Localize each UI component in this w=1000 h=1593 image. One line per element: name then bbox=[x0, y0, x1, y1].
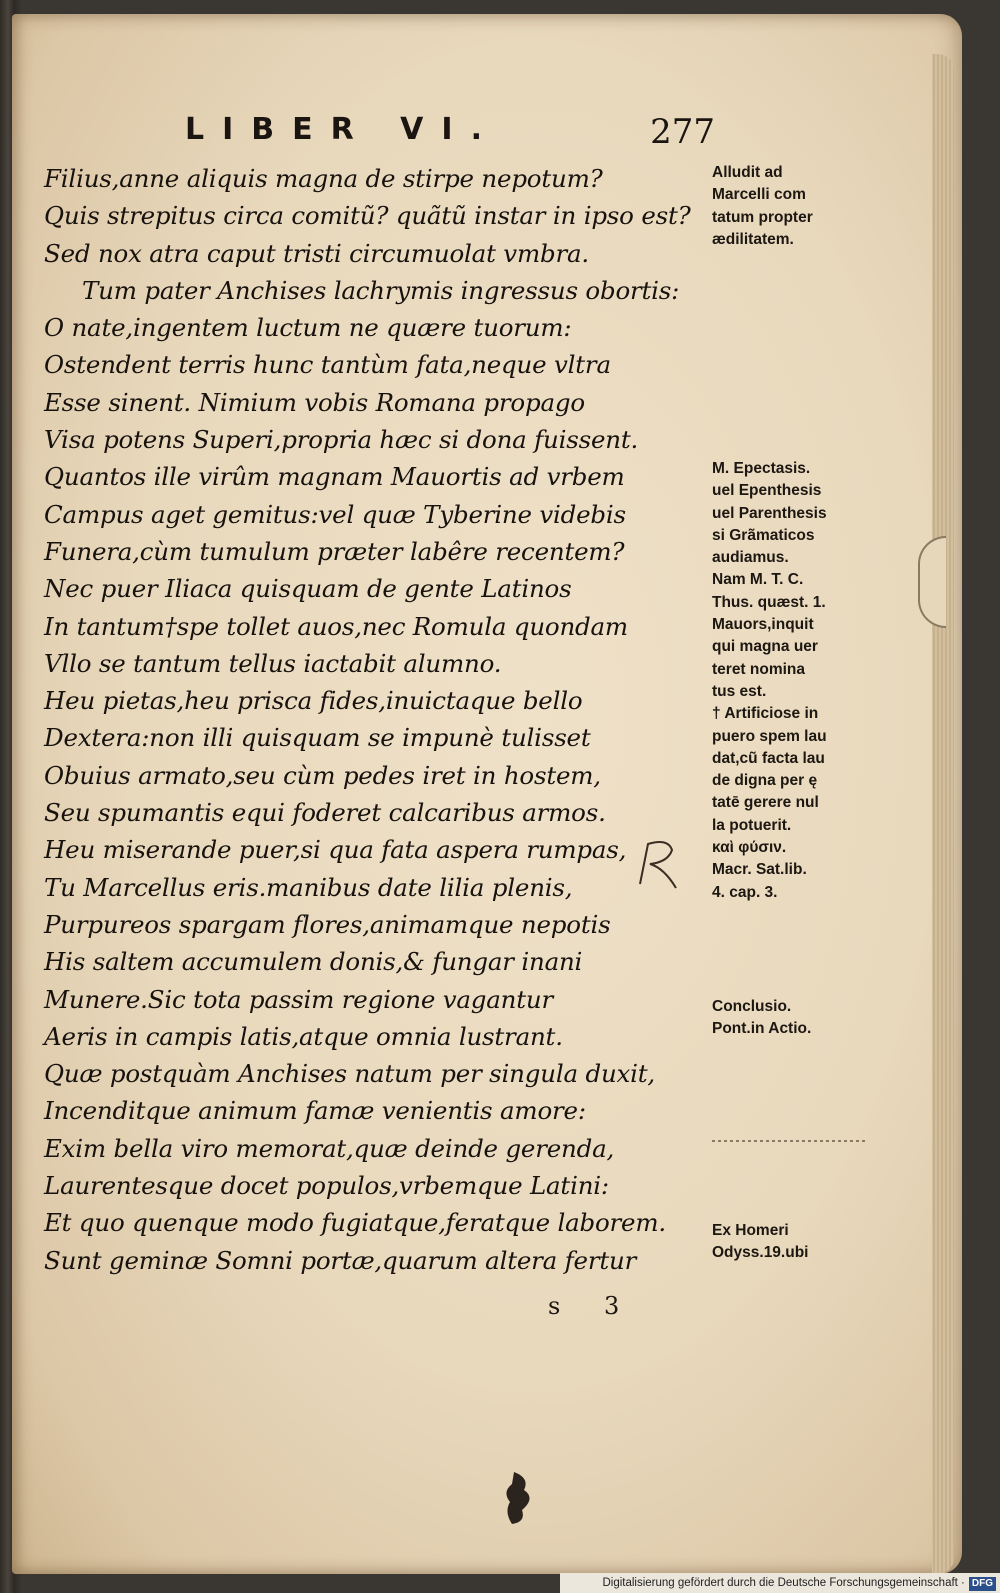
printer-signature: s 3 bbox=[548, 1292, 638, 1320]
margin-note-alludit bbox=[712, 162, 882, 251]
verse-line: Campus aget gemitus:vel quæ Tyberine videbis bbox=[44, 499, 626, 529]
note-line: † Artificiose in bbox=[712, 705, 819, 723]
note-line: Nam M. T. C. bbox=[712, 571, 804, 589]
note-line: qui magna uer bbox=[712, 638, 818, 656]
note-line: tus est. bbox=[712, 682, 767, 700]
verse-line: Exim bella viro memorat,quæ deinde gerenda, bbox=[44, 1133, 615, 1163]
note-line: Odyss.19.ubi bbox=[712, 1244, 809, 1262]
note-line: Mauors,inquit bbox=[712, 616, 814, 634]
note-line: de digna per ę bbox=[712, 772, 818, 790]
note-line: M. Epectasis. bbox=[712, 460, 811, 477]
verse-line: In tantum†spe tollet auos,nec Romula quondam bbox=[44, 611, 628, 641]
margin-note-homeri bbox=[712, 1220, 882, 1265]
verse-line: Ostendent terris hunc tantùm fata,neque vltra bbox=[44, 350, 611, 380]
verse-line: Incenditque animum famæ venientis amore: bbox=[44, 1096, 586, 1126]
note-line: audiamus. bbox=[712, 549, 789, 567]
note-line: dat,cũ facta lau bbox=[712, 749, 825, 767]
verse-line: Aeris in campis latis,atque omnia lustrant. bbox=[44, 1021, 563, 1051]
verse-line: Heu miserande puer,si qua fata aspera rumpas, bbox=[44, 835, 627, 865]
verse-line: Visa potens Superi,propria hæc si dona fuissent. bbox=[44, 425, 639, 455]
note-line: 4. cap. 3. bbox=[712, 883, 778, 901]
verse-line: O nate,ingentem luctum ne quære tuorum: bbox=[44, 313, 572, 343]
note-line: tatē gerere nul bbox=[712, 794, 819, 812]
note-line: Alludit ad bbox=[712, 164, 783, 181]
note-line: uel Epenthesis bbox=[712, 482, 822, 500]
ink-blot-mark bbox=[500, 1468, 540, 1528]
dfg-logo: DFG bbox=[969, 1577, 996, 1591]
verse-line: Seu spumantis equi foderet calcaribus armos. bbox=[44, 798, 606, 828]
verse-line: Quantos ille virûm magnam Mauortis ad vrbem bbox=[44, 462, 625, 492]
running-title: LIBER VI. bbox=[185, 112, 500, 147]
footer-text: Digitalisierung gefördert durch die Deutsche Forschungsgemeinschaft · bbox=[602, 1577, 965, 1589]
verse-line: Laurentesque docet populos,vrbemque Latini: bbox=[44, 1171, 609, 1201]
verse-line: Munere.Sic tota passim regione vagantur bbox=[44, 984, 553, 1014]
verse-text bbox=[44, 160, 694, 1279]
note-line: Conclusio. bbox=[712, 998, 792, 1015]
page-header bbox=[185, 112, 725, 156]
verse-line: Quis strepitus circa comitũ? quãtũ instar in ipso est? bbox=[44, 201, 691, 231]
verse-line: Et quo quenque modo fugiatque,feratque laborem. bbox=[44, 1208, 666, 1238]
margin-note-epectasis bbox=[712, 458, 882, 904]
verse-line: His saltem accumulem donis,& fungar inani bbox=[44, 947, 583, 977]
note-line: Marcelli com bbox=[712, 186, 806, 204]
pencil-dash-mark bbox=[710, 1136, 870, 1146]
verse-line: Funera,cùm tumulum præter labêre recentem? bbox=[44, 536, 625, 566]
verse-line: Vllo se tantum tellus iactabit alumno. bbox=[44, 648, 502, 678]
verse-line: Dextera:non illi quisquam se impunè tulisset bbox=[44, 723, 591, 753]
verse-line: Quæ postquàm Anchises natum per singula duxit, bbox=[44, 1059, 656, 1089]
verse-line: Purpureos spargam flores,animamque nepotis bbox=[44, 909, 611, 939]
verse-line: Nec puer Iliaca quisquam de gente Latinos bbox=[44, 574, 572, 604]
note-line: si Grãmaticos bbox=[712, 526, 815, 544]
note-line: puero spem lau bbox=[712, 727, 827, 745]
note-line: ædilitatem. bbox=[712, 230, 794, 248]
verse-line: Sed nox atra caput tristi circumuolat vmbra. bbox=[44, 238, 589, 268]
verse-line: Tum pater Anchises lachrymis ingressus obortis: bbox=[82, 275, 680, 305]
verse-line: Tu Marcellus eris.manibus date lilia plenis, bbox=[44, 872, 573, 902]
page-edge bbox=[932, 54, 954, 1574]
verse-line: Esse sinent. Nimium vobis Romana propago bbox=[44, 387, 585, 417]
note-line: Pont.in Actio. bbox=[712, 1020, 812, 1038]
note-line: Macr. Sat.lib. bbox=[712, 861, 807, 879]
note-line: uel Parenthesis bbox=[712, 504, 827, 522]
note-line: teret nomina bbox=[712, 660, 806, 678]
verse-line: Filius,anne aliquis magna de stirpe nepotum? bbox=[44, 164, 603, 193]
note-line: la potuerit. bbox=[712, 816, 792, 834]
verse-line: Obuius armato,seu cùm pedes iret in hostem, bbox=[44, 760, 601, 790]
note-line: Thus. quæst. 1. bbox=[712, 593, 826, 611]
note-line: Ex Homeri bbox=[712, 1222, 789, 1239]
page-number: 277 bbox=[650, 112, 715, 152]
handwritten-r-mark bbox=[628, 834, 688, 894]
thumb-tab bbox=[918, 536, 946, 628]
margin-note-conclusio bbox=[712, 996, 882, 1041]
verse-line: Heu pietas,heu prisca fides,inuictaque bello bbox=[44, 686, 583, 716]
note-line: tatum propter bbox=[712, 208, 813, 226]
digitization-footer bbox=[560, 1573, 1000, 1593]
note-line: καὶ φύσιν. bbox=[712, 839, 787, 857]
verse-line: Sunt geminæ Somni portæ,quarum altera fertur bbox=[44, 1245, 637, 1275]
